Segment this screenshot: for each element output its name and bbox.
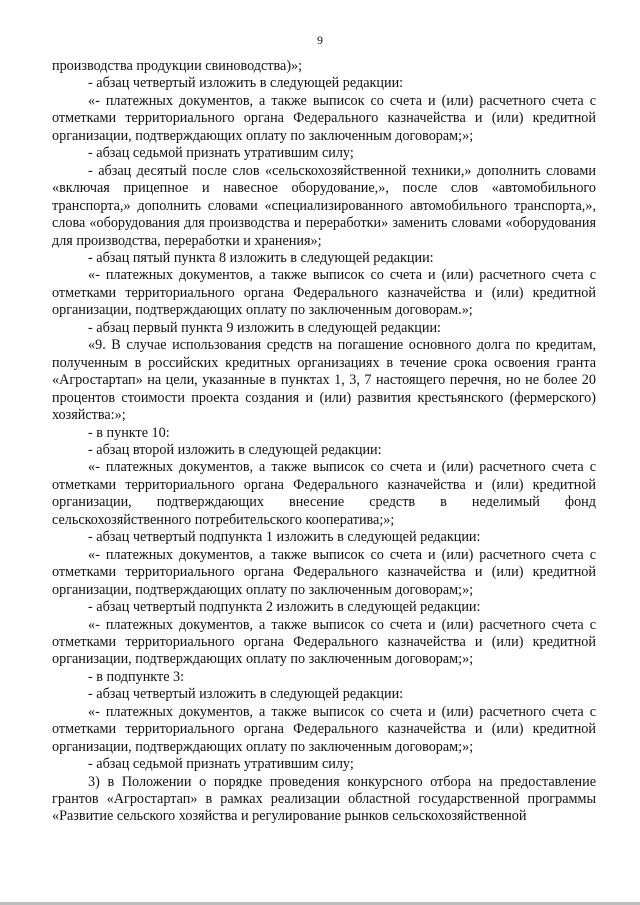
- paragraph: - абзац седьмой признать утратившим силу;: [88, 756, 354, 773]
- document-body: [52, 58, 596, 826]
- paragraph: - абзац четвертый подпункта 1 изложить в следующей редакции:: [88, 529, 481, 546]
- paragraph: - абзац четвертый подпункта 2 изложить в следующей редакции:: [88, 599, 481, 616]
- paragraph: 3) в Положении о порядке проведения конкурсного отбора на предоставление грантов «Агростартап» в рамках реализации областной государственной программы «Развитие сельского хозяйства и регулирование рынков сельскохозяйственной: [52, 773, 596, 825]
- paragraph: - абзац первый пункта 9 изложить в следующей редакции:: [88, 319, 441, 336]
- paragraph: «- платежных документов, а также выписок со счета и (или) расчетного счета с отметками территориального органа Федерального казначейства и (или) кредитной организации, подтверждающих внесение средств в неделимый фонд сельскохозяйственного потребительского кооператива;»;: [52, 459, 596, 528]
- paragraph: - абзац четвертый изложить в следующей редакции:: [88, 686, 404, 703]
- paragraph: - абзац четвертый изложить в следующей редакции:: [88, 75, 404, 92]
- paragraph: «- платежных документов, а также выписок со счета и (или) расчетного счета с отметками территориального органа Федерального казначейства и (или) кредитной организации, подтверждающих оплату по заключенным договорам;»;: [52, 616, 596, 668]
- paragraph: - в подпункте 3:: [88, 668, 185, 685]
- paragraph: «- платежных документов, а также выписок со счета и (или) расчетного счета с отметками территориального органа Федерального казначейства и (или) кредитной организации, подтверждающих оплату по заключенным договорам;»;: [52, 703, 596, 755]
- paragraph: - абзац седьмой признать утратившим силу;: [88, 145, 354, 162]
- page-number: 9: [317, 33, 323, 47]
- paragraph: «9. В случае использования средств на погашение основного долга по кредитам, полученным в российских кредитных организациях в течение срока освоения гранта «Агростартап» на цели, указанные в пунктах 1, 3, 7 настоящего перечня, но не более 20 процентов стоимости проекта создания и (или) развития крестьянского (фермерского) хозяйства:»;: [52, 337, 596, 424]
- paragraph: «- платежных документов, а также выписок со счета и (или) расчетного счета с отметками территориального органа Федерального казначейства и (или) кредитной организации, подтверждающих оплату по заключенным договорам;»;: [52, 546, 596, 598]
- paragraph: «- платежных документов, а также выписок со счета и (или) расчетного счета с отметками территориального органа Федерального казначейства и (или) кредитной организации, подтверждающих оплату по заключенным договорам;»;: [52, 92, 596, 144]
- paragraph: - абзац пятый пункта 8 изложить в следующей редакции:: [88, 249, 434, 266]
- paragraph: - абзац десятый после слов «сельскохозяйственной техники,» дополнить словами «включая прицепное и навесное оборудование,», после слов «автомобильного транспорта,» дополнить словами «специализированного автомобильного транспорта,», слова «оборудования для производства и переработки» заменить словами «оборудования для производства, переработки и хранения»;: [52, 162, 596, 249]
- paragraph: - абзац второй изложить в следующей редакции:: [88, 441, 382, 458]
- paragraph: «- платежных документов, а также выписок со счета и (или) расчетного счета с отметками территориального органа Федерального казначейства и (или) кредитной организации, подтверждающих оплату по заключенным договорам.»;: [52, 267, 596, 319]
- paragraph: - в пункте 10:: [88, 424, 170, 441]
- paragraph: производства продукции свиноводства)»;: [52, 58, 303, 74]
